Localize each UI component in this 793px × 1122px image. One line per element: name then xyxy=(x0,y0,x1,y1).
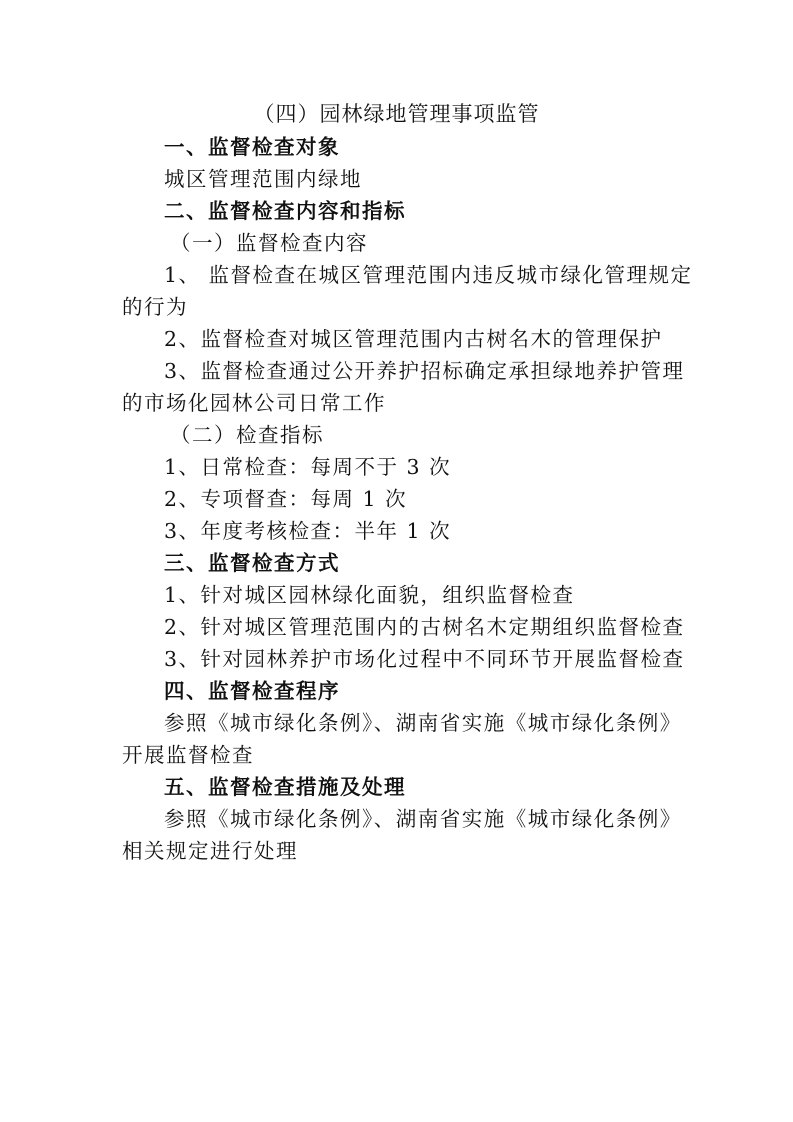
paragraph-line: 相关规定进行处理 xyxy=(122,839,298,863)
section-heading-5: 五、监督检查措施及处理 xyxy=(164,775,406,799)
paragraph-line: 2、专项督查：每周 1 次 xyxy=(164,487,408,511)
section-heading-3: 三、监督检查方式 xyxy=(164,551,340,575)
paragraph-line: 1、 监督检查在城区管理范围内违反城市绿化管理规定 xyxy=(164,263,693,287)
paragraph-line: 3、监督检查通过公开养护招标确定承担绿地养护管理 xyxy=(164,359,685,383)
paragraph-line: 3、针对园林养护市场化过程中不同环节开展监督检查 xyxy=(164,647,685,671)
paragraph-line: 2、监督检查对城区管理范围内古树名木的管理保护 xyxy=(164,327,663,351)
paragraph-line: 开展监督检查 xyxy=(122,743,254,767)
section-heading-4: 四、监督检查程序 xyxy=(164,679,340,703)
section-heading-2: 二、监督检查内容和指标 xyxy=(164,199,406,223)
document-title: （四）园林绿地管理事项监管 xyxy=(253,102,540,126)
document-body xyxy=(122,131,693,867)
paragraph-line: 的行为 xyxy=(122,295,188,319)
paragraph-line: 的市场化园林公司日常工作 xyxy=(122,391,386,415)
paragraph-line: 参照《城市绿化条例》、湖南省实施《城市绿化条例》 xyxy=(164,807,682,831)
section-heading-1: 一、监督检查对象 xyxy=(164,135,340,159)
paragraph-line: 1、日常检查：每周不于 3 次 xyxy=(164,455,452,479)
paragraph-line: 2、针对城区管理范围内的古树名木定期组织监督检查 xyxy=(164,615,685,639)
subsection-heading-2-1: （一）监督检查内容 xyxy=(170,231,368,255)
paragraph-line: 参照《城市绿化条例》、湖南省实施《城市绿化条例》 xyxy=(164,711,682,735)
subsection-heading-2-2: （二）检查指标 xyxy=(170,423,324,447)
paragraph-line: 3、年度考核检查：半年 1 次 xyxy=(164,519,452,543)
paragraph-line: 1、针对城区园林绿化面貌，组织监督检查 xyxy=(164,583,575,607)
section-1-text: 城区管理范围内绿地 xyxy=(164,167,362,191)
